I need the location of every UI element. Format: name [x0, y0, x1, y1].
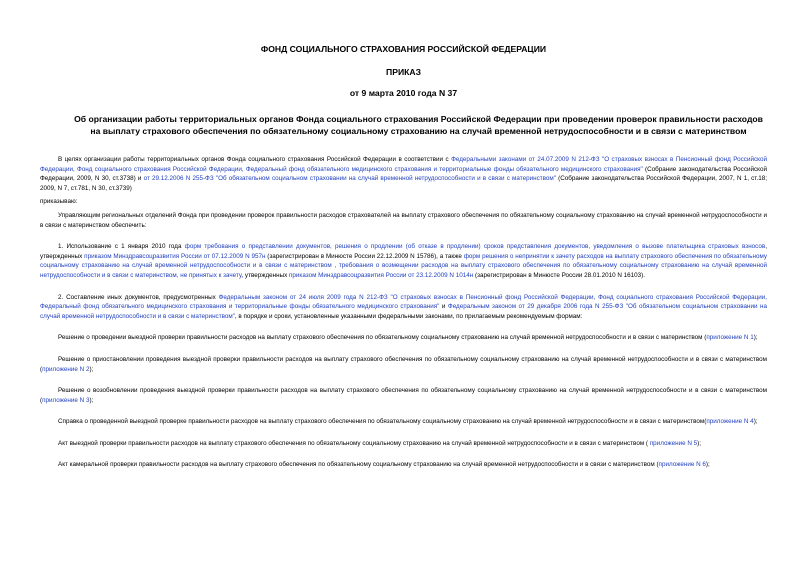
item1-text-1: 1. Использование с 1 января 2010 года — [58, 243, 185, 251]
form-item — [40, 386, 767, 405]
preamble-paragraph — [40, 155, 767, 193]
item2-text-2: и — [439, 303, 448, 311]
form-item — [40, 439, 767, 449]
item-1-paragraph — [40, 242, 767, 280]
item2-text-3: , в порядке и сроки, установленные указанными федеральными законами, по прилагаемым рекомендуемым формам: — [234, 312, 583, 320]
item1-decision-forms-link[interactable]: форм решения о непринятии к зачету расходов на выплату страхового обеспечения по обязательному социальному страхованию на случай временной нетрудоспособности и в связи с материнством , требования о возмещении расходов на выплату страхового обеспечения по обязательному социальному страхованию на случай временной нетрудоспособности и в связи с материнством, не принятых к зачету — [40, 252, 767, 279]
appendix-2-link[interactable]: приложение N 2 — [42, 365, 90, 373]
item-2-paragraph — [40, 293, 767, 322]
document-type: ПРИКАЗ — [386, 67, 421, 77]
item1-text-2: , утвержденных — [40, 243, 767, 260]
item2-law-212-link[interactable]: Федеральным законом от 24 июля 2009 года N 212-ФЗ "О страховых взносах в Пенсионный фонд Российской Федерации, Фонд социального страхования Российской Федерации, Федеральный фонд обязательного медицинского страхования и территориальные фонды обязательного медицинского страхования" — [40, 293, 767, 311]
form-tail: ); — [753, 334, 758, 342]
law-255-fz-link[interactable]: от 29.12.2006 N 255-ФЗ "Об обязательном социальном страховании на случай временной нетрудоспособности и в связи с материнством" — [143, 175, 556, 183]
form-text: Решение о возобновлении проведения выездной проверки правильности расходов на выплату страхового обеспечения по обязательному социальному страхованию на случай временной нетрудоспособности и в связи с материнством ( — [40, 387, 767, 404]
appendix-6-link[interactable]: приложение N 6 — [658, 461, 706, 469]
appendix-1-link[interactable]: приложение N 1 — [706, 334, 754, 342]
form-item — [40, 417, 767, 427]
order-957n-link[interactable]: приказом Минздравсоцразвития России от 07.12.2009 N 957н — [84, 252, 266, 260]
preamble-text-3: (Собрание законодательства Российской Федерации, 2007, N 1, ст.18; 2009, N 7, ст.781, N 30, ст.3739) — [40, 175, 767, 192]
appendix-4-link[interactable]: приложение N 4 — [706, 418, 754, 426]
preamble-text-1: В целях организации работы территориальных органов Фонда социального страхования Российской Федерации в соответствии с — [58, 156, 452, 163]
preamble-text-2: (Собрание законодательства Российской Федерации, 2009, N 30, ст.3738) и — [40, 165, 768, 183]
form-tail: ); — [697, 439, 701, 447]
item2-law-255-link[interactable]: Федеральным законом от 29 декабря 2006 года N 255-ФЗ "Об обязательном социальном страховании на случай временной нетрудоспособности и в связи с материнством" — [40, 303, 767, 320]
form-tail: ); — [705, 461, 710, 469]
law-212-fz-link[interactable]: Федеральными законами от 24.07.2009 N 212-ФЗ "О страховых взносах в Пенсионный фонд Российской Федерации, Фонд социального страхования Российской Федерации, Федеральный фонд обязательного медицинского страхования и территориальные фонды обязательного медицинского страхования" — [40, 156, 767, 173]
order-word: приказываю: — [40, 198, 78, 206]
order-1014n-link[interactable]: приказом Минздравсоцразвития России от 23.12.2009 N 1014н — [289, 271, 474, 279]
item1-text-3: (зарегистрирован в Минюсте России 22.12.2009 N 15786), а также — [265, 252, 464, 260]
document-title: Об организации работы территориальных органов Фонда социального страхования Российской Федерации при проведении проверок правильности расходов на выплату страхового обеспечения по обязательному социальному страхованию на случай временной нетрудоспособности и в связи с материнством — [74, 114, 763, 136]
organization-name: ФОНД СОЦИАЛЬНОГО СТРАХОВАНИЯ РОССИЙСКОЙ ФЕДЕРАЦИИ — [260, 44, 547, 54]
form-tail: ); — [89, 365, 94, 373]
form-tail: ); — [89, 396, 94, 404]
form-text: Решение о приостановлении проведения выездной проверки правильности расходов на выплату страхового обеспечения по обязательному социальному страхованию на случай временной нетрудоспособности и в связи с материнством ( — [40, 355, 767, 373]
form-text: Решение о проведении выездной проверки правильности расходов на выплату страхового обеспечения по обязательному социальному страхованию на случай временной нетрудоспособности и в связи с материнством ( — [58, 334, 707, 342]
form-item — [40, 333, 767, 343]
item1-text-5: (зарегистрирован в Минюсте России 28.01.2010 N 16103). — [473, 271, 646, 279]
appendix-3-link[interactable]: приложение N 3 — [42, 396, 90, 404]
form-text: Справка о проведенной выездной проверке правильности расходов на выплату страхового обеспечения по обязательному социальному страхованию на случай временной нетрудоспособности и в связи с материнством( — [58, 418, 707, 426]
form-text: Акт камеральной проверки правильности расходов на выплату страхового обеспечения по обязательному социальному страхованию на случай временной нетрудоспособности и в связи с материнством ( — [58, 461, 659, 469]
form-tail: ); — [753, 418, 758, 426]
appendix-5-link[interactable]: приложение N 5 — [649, 439, 698, 447]
item1-forms-link[interactable]: форм требования о представлении документов, решения о продлении (об отказе в продлении) сроков представления документов, уведомления о вызове плательщика страховых взносов — [184, 243, 766, 251]
form-item — [40, 460, 767, 470]
directive-paragraph: Управляющим региональных отделений Фонда при проведении проверок правильности расходов страхователей на выплату страхового обеспечения по обязательному социальному страхованию на случай временной нетрудоспособности и в связи с материнством обеспечить: — [40, 211, 767, 229]
document-date: от 9 марта 2010 года N 37 — [349, 88, 458, 98]
item2-text-1: 2. Составление иных документов, предусмотренных — [58, 293, 219, 301]
document-body — [40, 155, 767, 482]
form-text: Акт выездной проверки правильности расходов на выплату страхового обеспечения по обязательному социальному страхованию на случай временной нетрудоспособности и в связи с материнством ( — [58, 439, 650, 447]
form-item — [40, 355, 767, 374]
item1-text-4: , утвержденных — [241, 271, 289, 279]
